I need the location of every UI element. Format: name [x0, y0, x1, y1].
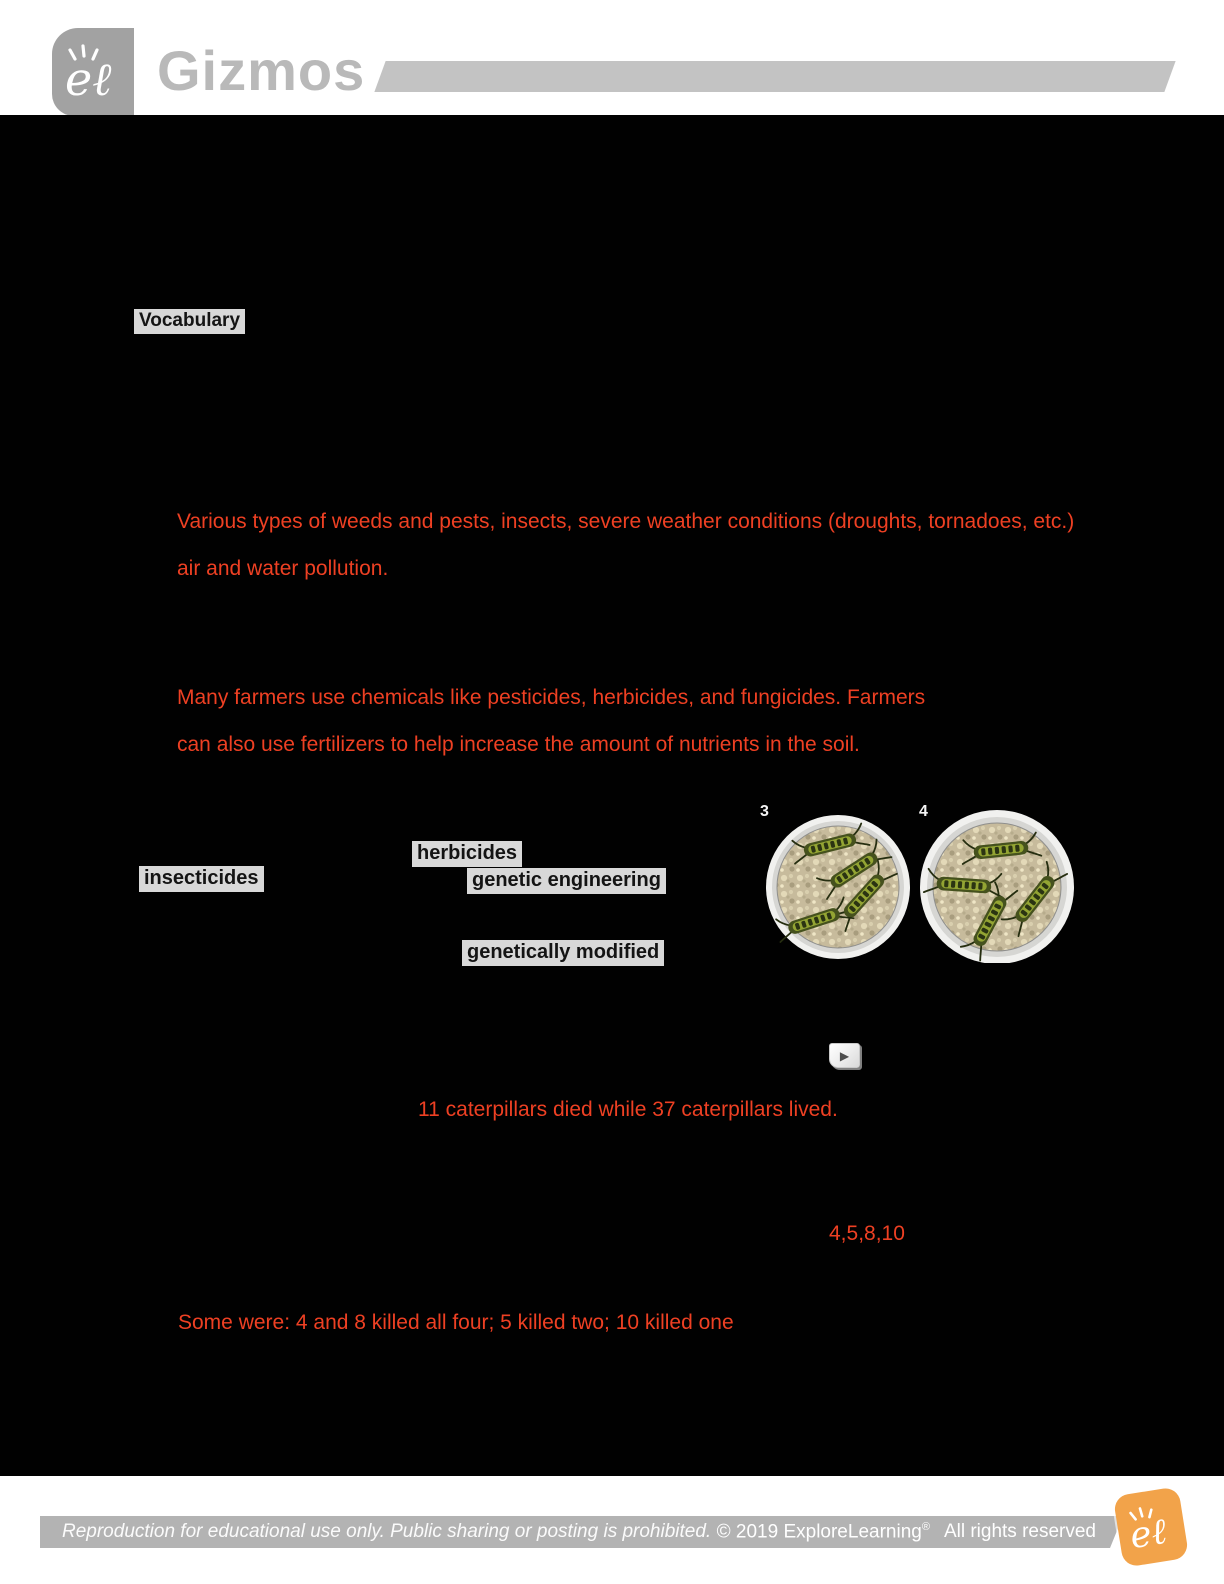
petri-dish-4 [920, 810, 1074, 963]
vocab-term-genetic-engineering: genetic engineering [467, 868, 666, 894]
header-logo-monogram: eℓ [65, 52, 112, 106]
vocabulary-label: Vocabulary [134, 309, 245, 334]
footer-logo-square [1113, 1486, 1189, 1567]
answer-chemicals-line2: can also use fertilizers to help increase the amount of nutrients in the soil. [177, 733, 860, 756]
petri-dish-figure [748, 793, 1078, 963]
el-logo-icon-footer [1119, 1493, 1184, 1561]
answer-caterpillar-result: 11 caterpillars died while 37 caterpillars lived. [418, 1098, 838, 1121]
petri-dish-3 [766, 815, 910, 959]
footer-logo-monogram: eℓ [1127, 1510, 1170, 1558]
brand-title: Gizmos [157, 39, 366, 102]
vocab-term-genetically-modified: genetically modified [462, 940, 664, 966]
dish-3-label: 3 [760, 803, 769, 820]
footer-copyright-text: © 2019 ExploreLearning [716, 1521, 922, 1543]
answer-dish-result: Some were: 4 and 8 killed all four; 5 killed two; 10 killed one [178, 1311, 734, 1334]
vocab-term-herbicides: herbicides [412, 841, 522, 867]
play-button[interactable] [829, 1043, 860, 1068]
header-accent-bar [374, 61, 1175, 92]
header-logo-square [52, 28, 134, 116]
answer-challenges-line1: Various types of weeds and pests, insects, severe weather conditions (droughts, tornadoes, etc.) [177, 510, 1075, 533]
play-icon: ▶ [839, 1048, 850, 1063]
el-logo-icon [57, 33, 129, 111]
answer-dish-numbers: 4,5,8,10 [829, 1222, 905, 1245]
footer-rights-text: All rights reserved [943, 1521, 1096, 1543]
registered-mark: ® [921, 1521, 930, 1533]
footer-copyright [717, 1521, 1096, 1543]
answer-challenges-line2: air and water pollution. [177, 557, 389, 580]
answer-chemicals-line1: Many farmers use chemicals like pesticides, herbicides, and fungicides. Farmers [177, 686, 926, 709]
vocab-term-insecticides: insecticides [139, 866, 264, 892]
footer-disclaimer: Reproduction for educational use only. Public sharing or posting is prohibited. [62, 1521, 712, 1542]
dish-4-label: 4 [919, 803, 928, 820]
